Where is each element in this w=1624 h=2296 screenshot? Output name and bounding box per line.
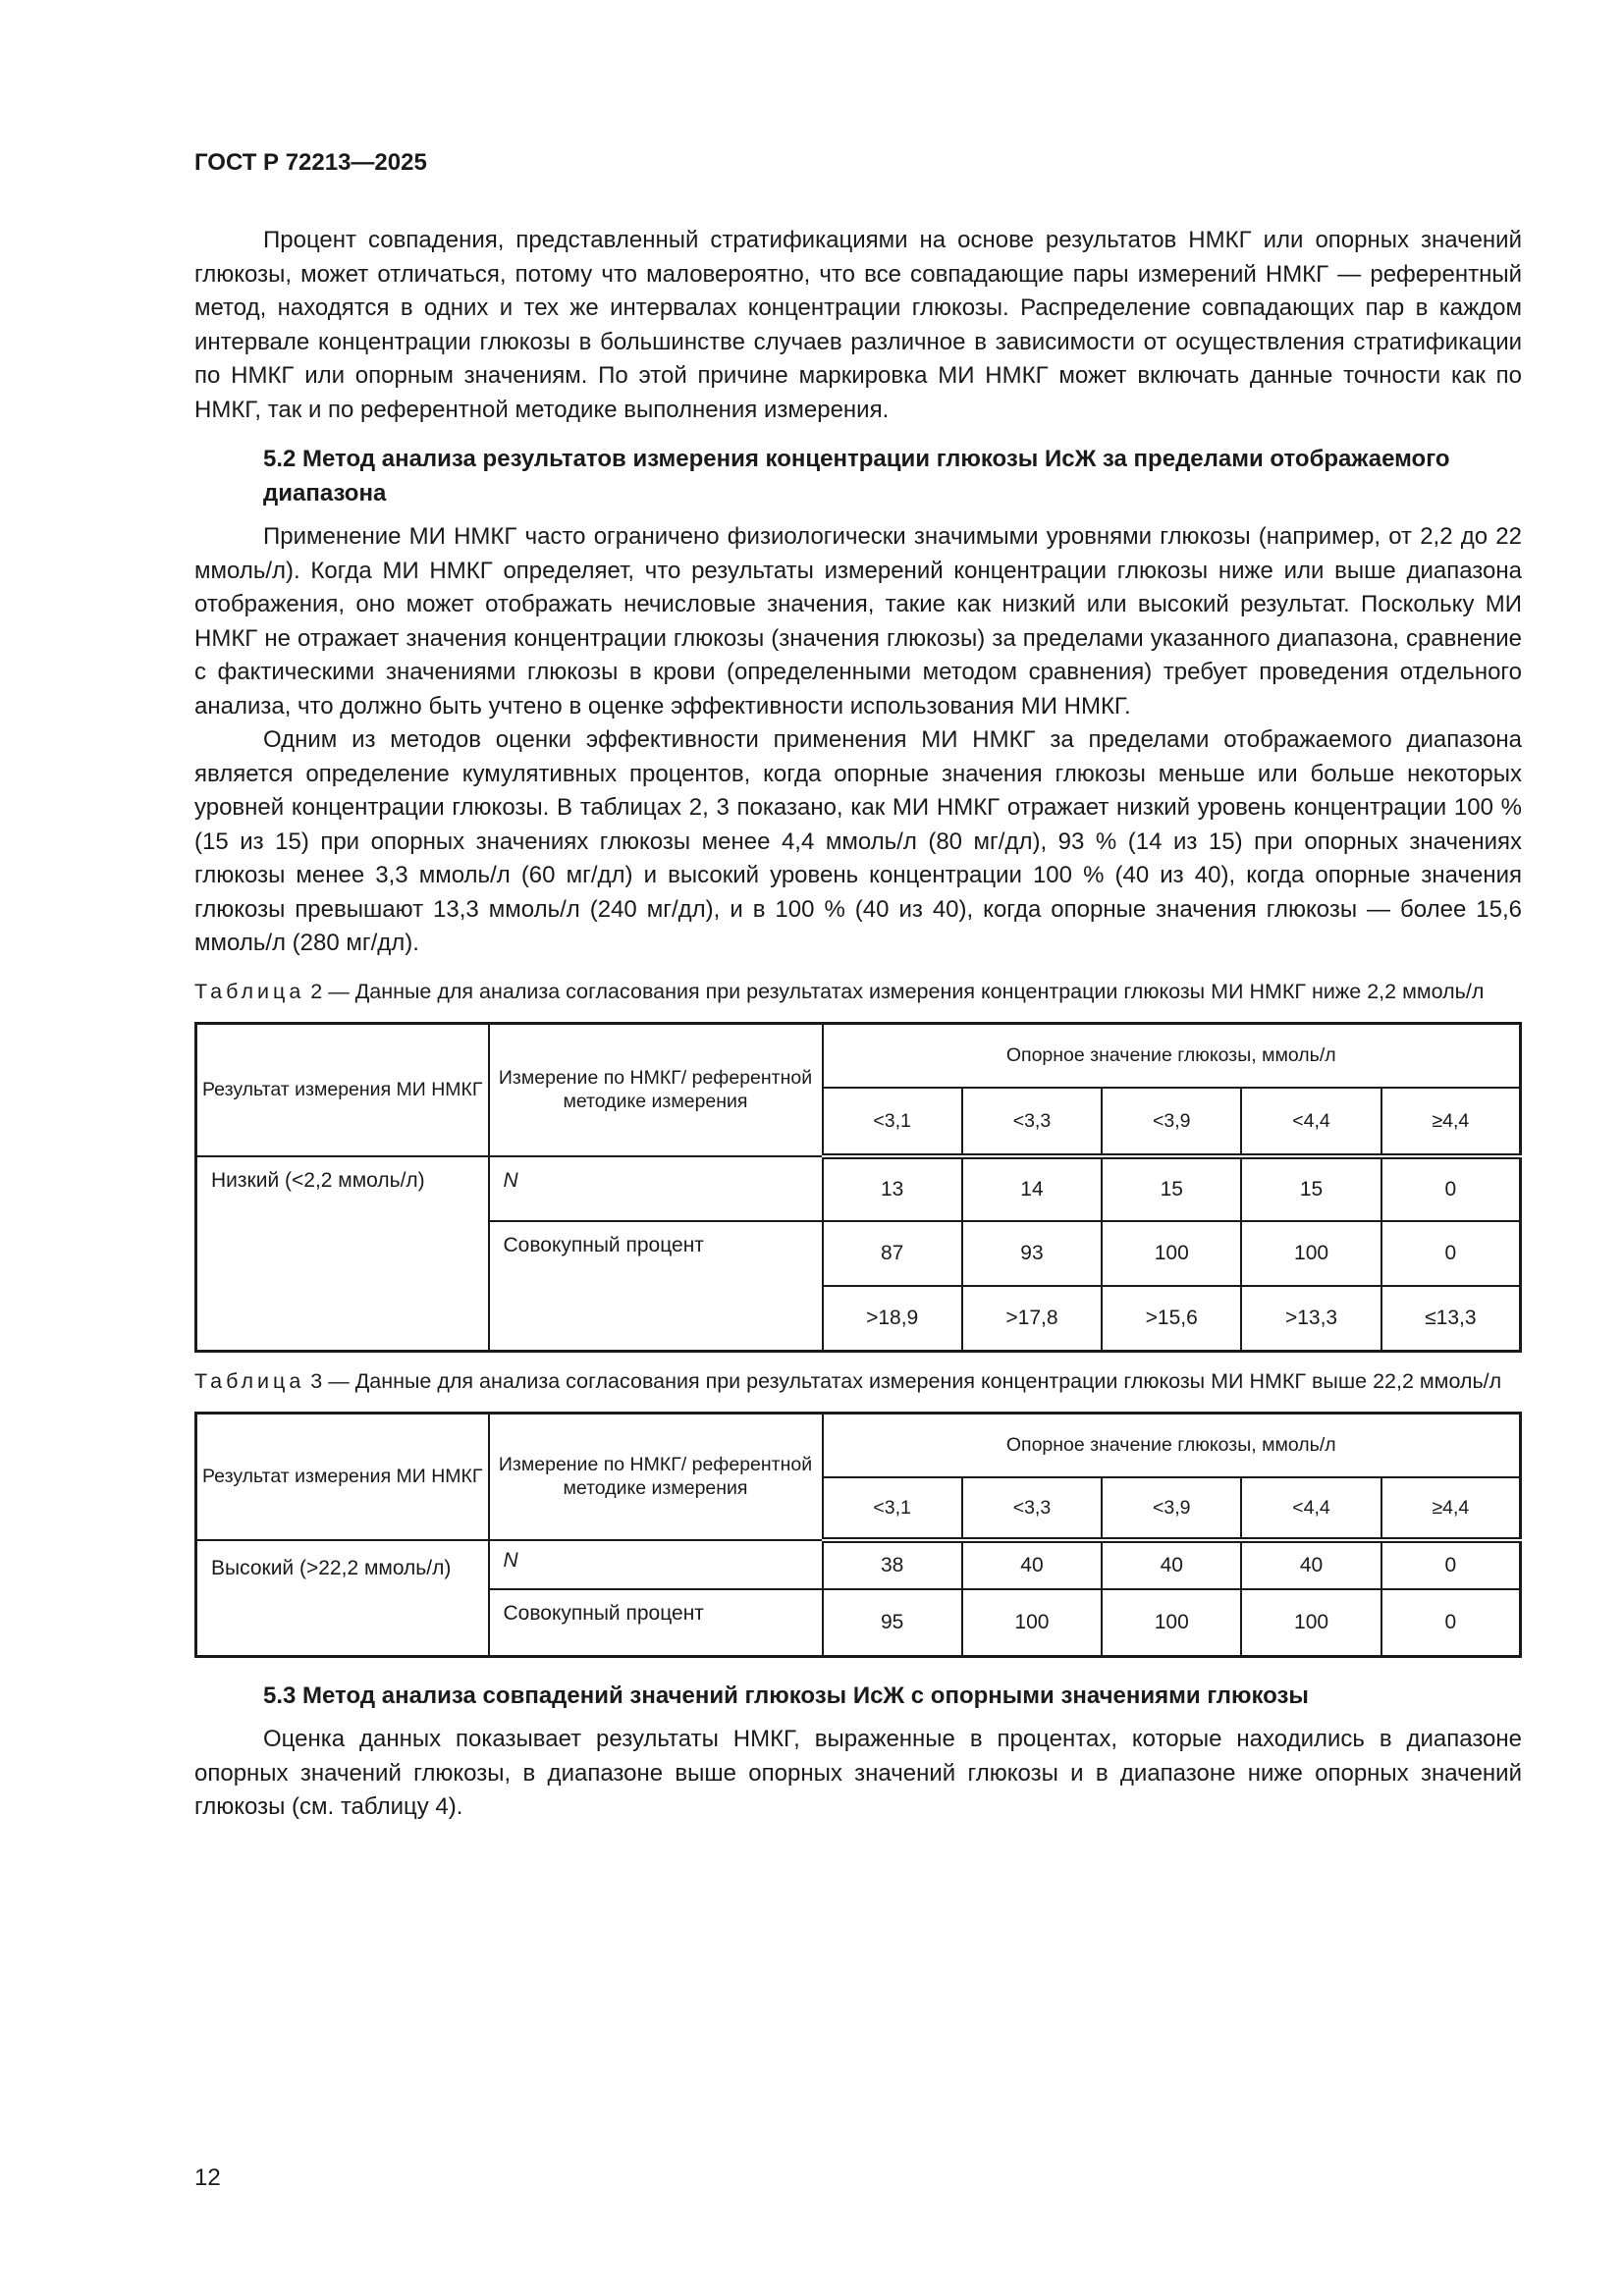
- table-cell: >15,6: [1102, 1286, 1241, 1351]
- doc-code: ГОСТ Р 72213—2025: [194, 149, 427, 176]
- table-cell: 38: [823, 1540, 962, 1589]
- column-header: ≥4,4: [1381, 1477, 1521, 1540]
- paragraph: Процент совпадения, представленный стратификациями на основе результатов НМКГ или опорных значений глюкозы, может отличаться, потому что маловероятно, что все совпадающие пары измерений НМКГ — референтный метод, находятся в одних и тех же интервалах концентрации глюкозы. Распределение совпадающих пар в каждом интервале концентрации глюкозы в большинстве случаев различное в зависимости от осуществления стратификации по НМКГ или опорным значениям. По этой причине маркировка МИ НМКГ может включать данные точности как по НМКГ, так и по референтной методике выполнения измерения.: [194, 227, 1522, 423]
- column-header: <4,4: [1241, 1088, 1380, 1156]
- table-cell: >17,8: [962, 1286, 1102, 1351]
- section-heading: 5.3 Метод анализа совпадений значений глюкозы ИсЖ с опорными значениями глюкозы: [263, 1682, 1309, 1709]
- table-3: [194, 1412, 1522, 1658]
- table-cell: 15: [1102, 1156, 1241, 1221]
- paragraph: Одним из методов оценки эффективности применения МИ НМКГ за пределами отображаемого диапазона является определение кумулятивных процентов, когда опорные значения глюкозы меньше или больше некоторых уровней концентрации глюкозы. В таблицах 2, 3 показано, как МИ НМКГ отражает низкий уровень концентрации 100 % (15 из 15) при опорных значениях глюкозы менее 4,4 ммоль/л (80 мг/дл), 93 % (14 из 15) при опорных значениях глюкозы менее 3,3 ммоль/л (60 мг/дл) и высокий уровень концентрации 100 % (40 из 40), когда опорные значения глюкозы превышают 13,3 ммоль/л (240 мг/дл), и в 100 % (40 из 40), когда опорные значения глюкозы — более 15,6 ммоль/л (280 мг/дл).: [194, 726, 1522, 956]
- table-cell: 0: [1381, 1221, 1521, 1286]
- paragraph: Применение МИ НМКГ часто ограничено физиологически значимыми уровнями глюкозы (например, от 2,2 до 22 ммоль/л). Когда МИ НМКГ определяет, что результаты измерений концентрации глюкозы ниже или выше диапазона отображения, оно может отображать нечисловые значения, такие как низкий или высокий результат. Поскольку МИ НМКГ не отражает значения концентрации глюкозы (значения глюкозы) за пределами указанного диапазона, сравнение с фактическими значениями глюкозы в крови (определенными методом сравнения) требует проведения отдельного анализа, что должно быть учтено в оценке эффективности использования МИ НМКГ.: [194, 523, 1522, 720]
- row-label: N: [503, 1549, 518, 1572]
- result-cell: Низкий (<2,2 ммоль/л): [196, 1156, 489, 1351]
- column-header: <3,3: [962, 1477, 1102, 1540]
- table-cell: 0: [1381, 1540, 1521, 1589]
- section-heading: 5.2 Метод анализа результатов измерения концентрации глюкозы ИсЖ за пределами отображаемого диапазона: [263, 446, 1450, 507]
- column-header: <3,3: [962, 1088, 1102, 1156]
- column-header: <3,1: [823, 1477, 962, 1540]
- paragraph: Оценка данных показывает результаты НМКГ, выраженные в процентах, которые находились в диапазоне опорных значений глюкозы, в диапазоне выше опорных значений глюкозы и в диапазоне ниже опорных значений глюкозы (см. таблицу 4).: [194, 1726, 1522, 1820]
- column-header: <3,9: [1102, 1477, 1241, 1540]
- table-cell: 0: [1381, 1589, 1521, 1656]
- table-cell: 100: [1102, 1221, 1241, 1286]
- table-header: Результат измерения МИ НМКГ: [196, 1413, 489, 1540]
- column-header: ≥4,4: [1381, 1088, 1521, 1156]
- table-cell: 100: [1241, 1589, 1380, 1656]
- table-cell: 93: [962, 1221, 1102, 1286]
- table-2: [194, 1022, 1522, 1353]
- table-cell: 13: [823, 1156, 962, 1221]
- table-cell: 95: [823, 1589, 962, 1656]
- row-label: Совокупный процент: [489, 1221, 823, 1351]
- table-header: Опорное значение глюкозы, ммоль/л: [823, 1413, 1521, 1477]
- row-label: N: [503, 1169, 518, 1192]
- table-header: Опорное значение глюкозы, ммоль/л: [823, 1023, 1521, 1088]
- table-cell: 40: [1241, 1540, 1380, 1589]
- table-cell: 15: [1241, 1156, 1380, 1221]
- table-caption: Таблица 2 — Данные для анализа согласования при результатах измерения концентрации глюкозы МИ НМКГ ниже 2,2 ммоль/л: [194, 979, 1485, 1003]
- column-header: <3,9: [1102, 1088, 1241, 1156]
- page-number: 12: [194, 2164, 221, 2191]
- table-cell: 40: [1102, 1540, 1241, 1589]
- table-header: Измерение по НМКГ/ референтной методике измерения: [489, 1413, 823, 1540]
- table-cell: 100: [1102, 1589, 1241, 1656]
- table-cell: 0: [1381, 1156, 1521, 1221]
- column-header: <3,1: [823, 1088, 962, 1156]
- table-cell: 40: [962, 1540, 1102, 1589]
- table-cell: 87: [823, 1221, 962, 1286]
- table-header: Измерение по НМКГ/ референтной методике измерения: [489, 1023, 823, 1156]
- column-header: <4,4: [1241, 1477, 1380, 1540]
- row-label: Совокупный процент: [489, 1589, 823, 1656]
- table-caption: Таблица 3 — Данные для анализа согласования при результатах измерения концентрации глюкозы МИ НМКГ выше 22,2 ммоль/л: [194, 1368, 1502, 1393]
- table-cell: 100: [1241, 1221, 1380, 1286]
- table-cell: >13,3: [1241, 1286, 1380, 1351]
- table-cell: >18,9: [823, 1286, 962, 1351]
- table-cell: ≤13,3: [1381, 1286, 1521, 1351]
- result-cell: Высокий (>22,2 ммоль/л): [196, 1540, 489, 1656]
- table-header: Результат измерения МИ НМКГ: [196, 1023, 489, 1156]
- table-cell: 100: [962, 1589, 1102, 1656]
- table-cell: 14: [962, 1156, 1102, 1221]
